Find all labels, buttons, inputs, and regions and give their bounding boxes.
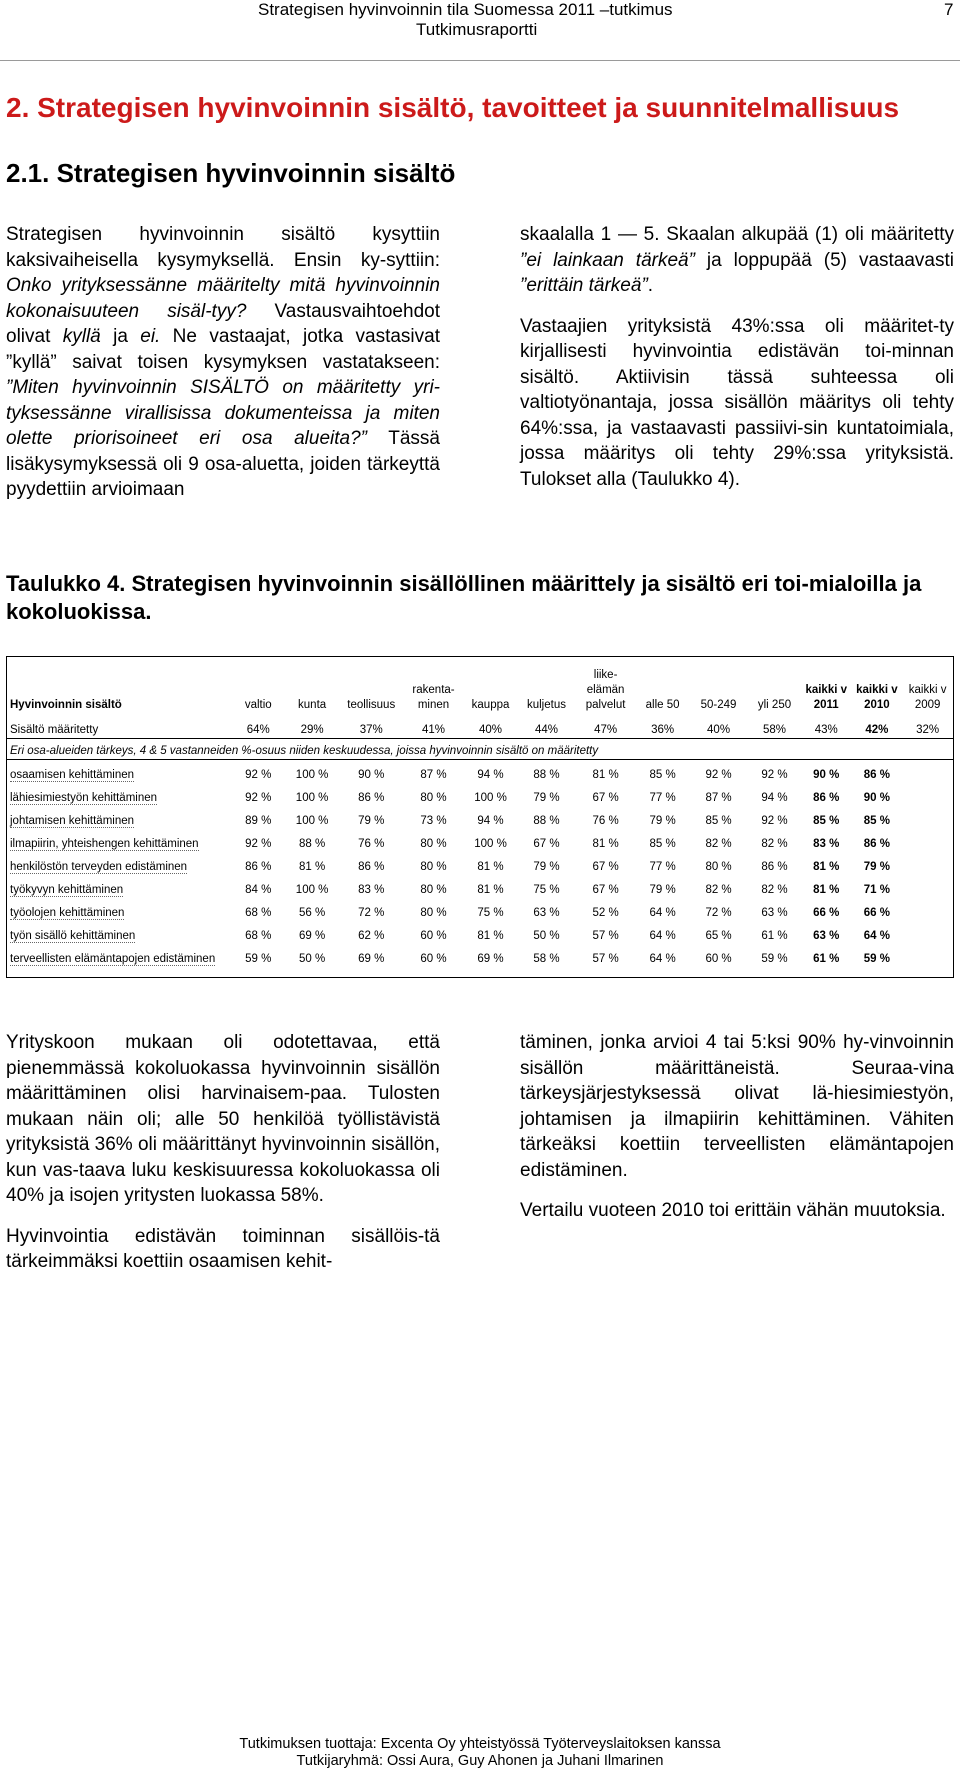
table-cell: 79 % bbox=[649, 815, 676, 827]
paragraph: Vastaajien yrityksistä 43%:ssa oli määritet-ty kirjallisesti hyvinvointia edistävän toi-minnan sisältö. Aktiivisin tässä suhteessa oli valtiotyönantaja, jossa sisällön määritys oli tehty 64%:ssa, ja vastaavasti passiivi-sin kuntatoimiala, jossa määritys oli tehty 29%:ssa yrityksistä. Tulokset alla (Taulukko 4). bbox=[520, 315, 954, 490]
table-cell: 81 % bbox=[813, 884, 840, 896]
table-cell: 66 % bbox=[813, 907, 840, 919]
table-header-row bbox=[7, 657, 953, 715]
column-header: yli 250 bbox=[757, 699, 792, 711]
table-cell: 32% bbox=[916, 724, 940, 736]
table-cell: 36% bbox=[651, 724, 675, 736]
table-cell: 60 % bbox=[420, 953, 447, 965]
table-cell: 29% bbox=[300, 724, 324, 736]
paragraph: Yrityskoon mukaan oli odotettavaa, että pienemmässä kokoluokassa hyvinvoinnin sisällön määrittäminen olisi harvinaisem-paa. Tulosten mukaan näin oli; alle 50 henkilöä työllistävistä yrityksistä 36% oli määrittänyt hyvinvoinnin sisällön, kun vas-taava luku keskisuuressa kokoluokassa oli 40% ja isojen yritysten luokassa 58%. bbox=[6, 1032, 441, 1206]
row-label-cell bbox=[7, 852, 231, 875]
table-row bbox=[7, 760, 953, 784]
empty-cell bbox=[902, 852, 953, 875]
table-cell: 72 % bbox=[358, 907, 385, 919]
column-header: kaikki v 2011 bbox=[805, 684, 848, 711]
page-footer bbox=[0, 1736, 960, 1770]
text-run: Ne vastaajat, jotka vastasivat ”kyllä” saivat toisen kysymyksen vastatakseen: bbox=[6, 326, 440, 373]
header-divider bbox=[0, 60, 960, 61]
row-label: lähiesimiestyön kehittäminen bbox=[10, 792, 158, 804]
table-cell: 63 % bbox=[533, 907, 560, 919]
question-text: ”Miten hyvinvoinnin SISÄLTÖ on määritetty yri-tyksessänne virallisissa dokumenteissa ja miten olette priorisoineet eri osa alueita?” bbox=[6, 377, 440, 449]
header-subtitle: Tutkimusraportti bbox=[416, 20, 538, 39]
text-column-4 bbox=[520, 1030, 954, 1239]
table-cell: 81 % bbox=[477, 884, 504, 896]
row-label-cell bbox=[7, 875, 231, 898]
table-cell: 76 % bbox=[592, 815, 619, 827]
table-cell: 81 % bbox=[477, 930, 504, 942]
summary-row bbox=[7, 715, 953, 739]
column-header: kauppa bbox=[471, 699, 510, 711]
row-header: Hyvinvoinnin sisältö bbox=[10, 699, 122, 711]
table-cell: 85 % bbox=[649, 769, 676, 781]
table-cell: 87 % bbox=[420, 769, 447, 781]
text-run: Strategisen hyvinvoinnin sisältö kysyttiin kaksivaiheisella kysymyksellä. Ensin ky-syttiin: bbox=[6, 224, 440, 271]
table-cell: 73 % bbox=[420, 815, 447, 827]
table-cell: 76 % bbox=[358, 838, 385, 850]
row-label: työn sisällö kehittäminen bbox=[10, 930, 136, 942]
table-cell: 44% bbox=[534, 724, 558, 736]
table-cell: 80 % bbox=[420, 884, 447, 896]
row-label: työkyvyn kehittäminen bbox=[10, 884, 124, 896]
table-cell: 86 % bbox=[813, 792, 840, 804]
row-label-cell bbox=[7, 898, 231, 921]
section-title: 2. Strategisen hyvinvoinnin sisältö, tavoitteet ja suunnitelmallisuus bbox=[6, 92, 900, 123]
table-cell: 86 % bbox=[358, 792, 385, 804]
footer-producer: Tutkimuksen tuottaja: Excenta Oy yhteistyössä Työterveyslaitoksen kanssa bbox=[239, 1736, 721, 1752]
row-label: osaamisen kehittäminen bbox=[10, 769, 135, 781]
paragraph: Hyvinvointia edistävän toiminnan sisällöis-tä tärkeimmäksi koettiin osaamisen kehit- bbox=[6, 1225, 440, 1272]
table-cell: 77 % bbox=[649, 861, 676, 873]
table-cell: 42% bbox=[865, 724, 889, 736]
row-label: johtamisen kehittäminen bbox=[10, 815, 135, 827]
table-cell: 56 % bbox=[299, 907, 326, 919]
empty-cell bbox=[902, 898, 953, 921]
table-row bbox=[7, 806, 953, 829]
table-cell: 89 % bbox=[245, 815, 272, 827]
table-cell: 80 % bbox=[705, 861, 732, 873]
table-row bbox=[7, 921, 953, 944]
table-cell: 80 % bbox=[420, 792, 447, 804]
table-row bbox=[7, 829, 953, 852]
table-cell: 81 % bbox=[477, 861, 504, 873]
table-cell: 82 % bbox=[705, 838, 732, 850]
table-cell: 92 % bbox=[705, 769, 732, 781]
table-cell: 81 % bbox=[592, 838, 619, 850]
footer-team: Tutkijaryhmä: Ossi Aura, Guy Ahonen ja Juhani Ilmarinen bbox=[296, 1753, 664, 1769]
table-cell: 41% bbox=[422, 724, 446, 736]
text-run: ja loppupää (5) vastaavasti bbox=[694, 249, 954, 271]
row-label-cell bbox=[7, 806, 231, 829]
table-cell: 64 % bbox=[863, 930, 890, 942]
table-cell: 67 % bbox=[533, 838, 560, 850]
table-cell: 81 % bbox=[592, 769, 619, 781]
table-cell: 92 % bbox=[245, 769, 272, 781]
table-cell: 83 % bbox=[358, 884, 385, 896]
empty-cell bbox=[902, 806, 953, 829]
table-cell: 79 % bbox=[863, 861, 890, 873]
table-cell: 82 % bbox=[705, 884, 732, 896]
table-cell: 67 % bbox=[592, 884, 619, 896]
empty-cell bbox=[902, 921, 953, 944]
table-cell: 63 % bbox=[813, 930, 840, 942]
table-cell: 81 % bbox=[299, 861, 326, 873]
table-cell: 79 % bbox=[533, 861, 560, 873]
column-header: kaikki v 2010 bbox=[856, 684, 898, 711]
table-note: Eri osa-alueiden tärkeys, 4 & 5 vastanneiden %-osuus niiden keskuudessa, joissa hyvinvoinnin sisältö on määritetty bbox=[7, 739, 953, 760]
table-cell: 77 % bbox=[649, 792, 676, 804]
text-run: ja bbox=[100, 326, 141, 347]
paragraph: täminen, jonka arvioi 4 tai 5:ksi 90% hy-vinvoinnin sisällön määrittäneistä. Seuraa-vina tärkeysjärjestyksessä olivat lä-hiesimiestyön, johtamisen ja ilmapiirin kehittäminen. Vähiten tärkeäksi koettiin terveellisten elämäntapojen edistäminen. bbox=[520, 1032, 954, 1181]
table-cell: 100 % bbox=[295, 884, 329, 896]
column-header: liike-elämän palvelut bbox=[585, 669, 626, 711]
table-cell: 64 % bbox=[649, 907, 676, 919]
paragraph: Vertailu vuoteen 2010 toi erittäin vähän muutoksia. bbox=[520, 1200, 946, 1221]
note-row bbox=[7, 739, 953, 760]
table-cell: 69 % bbox=[299, 930, 326, 942]
table-cell: 87 % bbox=[705, 792, 732, 804]
table-cell: 64% bbox=[246, 724, 270, 736]
subsection-title: 2.1. Strategisen hyvinvoinnin sisältö bbox=[6, 158, 456, 188]
table-cell: 94 % bbox=[761, 792, 788, 804]
table-cell: 65 % bbox=[705, 930, 732, 942]
table-cell: 75 % bbox=[477, 907, 504, 919]
row-label-cell bbox=[7, 783, 231, 806]
table-cell: 88 % bbox=[533, 769, 560, 781]
table-cell: 68 % bbox=[245, 930, 272, 942]
table-row bbox=[7, 898, 953, 921]
table-cell: 79 % bbox=[533, 792, 560, 804]
table-cell: 60 % bbox=[420, 930, 447, 942]
table-cell: 79 % bbox=[649, 884, 676, 896]
scale-label: ”erittäin tärkeä” bbox=[520, 275, 648, 296]
column-header: rakenta-minen bbox=[412, 684, 455, 711]
table-cell: 86 % bbox=[863, 769, 890, 781]
table-cell: 100 % bbox=[474, 792, 507, 804]
paragraph bbox=[520, 222, 954, 299]
table-cell: 81 % bbox=[813, 861, 840, 873]
scale-label: ”ei lainkaan tärkeä” bbox=[520, 249, 695, 271]
table-cell: 80 % bbox=[420, 861, 447, 873]
empty-cell bbox=[902, 875, 953, 898]
column-header: kaikki v 2009 bbox=[908, 684, 947, 711]
table-cell: 60 % bbox=[705, 953, 732, 965]
table-cell: 85 % bbox=[813, 815, 840, 827]
table-cell: 62 % bbox=[358, 930, 385, 942]
row-label-cell bbox=[7, 921, 231, 944]
row-label: ilmapiirin, yhteishengen kehittäminen bbox=[10, 838, 199, 850]
empty-cell bbox=[902, 783, 953, 806]
row-label-cell bbox=[7, 944, 231, 967]
table-row bbox=[7, 875, 953, 898]
table-cell: 94 % bbox=[477, 815, 504, 827]
row-label: terveellisten elämäntapojen edistäminen bbox=[10, 953, 216, 965]
table-cell: 47% bbox=[594, 724, 618, 736]
table-cell: 90 % bbox=[863, 792, 890, 804]
table-row bbox=[7, 852, 953, 875]
table-cell: 92 % bbox=[761, 769, 788, 781]
table-cell: 88 % bbox=[533, 815, 560, 827]
table-cell: 85 % bbox=[863, 815, 890, 827]
table-cell: 61 % bbox=[813, 953, 840, 965]
empty-cell bbox=[902, 944, 953, 967]
table-cell: 100 % bbox=[295, 769, 329, 781]
table-cell: 68 % bbox=[245, 907, 272, 919]
page-number: 7 bbox=[944, 0, 954, 19]
table-cell: 59 % bbox=[863, 953, 890, 965]
table-cell: 57 % bbox=[592, 930, 619, 942]
table-cell: 94 % bbox=[477, 769, 504, 781]
text-run: Tässä lisäkysymyksessä oli 9 osa-aluetta, joiden tärkeyttä pyydettiin arvioimaan bbox=[6, 428, 440, 500]
table-cell: 67 % bbox=[592, 861, 619, 873]
table-cell: 86 % bbox=[761, 861, 788, 873]
row-label-cell bbox=[7, 760, 231, 784]
answer-option: kyllä bbox=[62, 326, 101, 347]
table-cell: 64 % bbox=[649, 930, 676, 942]
table-caption: Taulukko 4. Strategisen hyvinvoinnin sisällöllinen määrittely ja sisältö eri toi-mialoilla ja kokoluokissa. bbox=[6, 571, 922, 624]
data-table bbox=[7, 657, 953, 967]
table-cell: 69 % bbox=[477, 953, 504, 965]
table-cell: 61 % bbox=[761, 930, 788, 942]
table-cell: 88 % bbox=[299, 838, 326, 850]
table-cell: 80 % bbox=[420, 907, 447, 919]
table-cell: 80 % bbox=[420, 838, 447, 850]
results-table bbox=[6, 656, 954, 978]
table-cell: 85 % bbox=[705, 815, 732, 827]
table-row bbox=[7, 944, 953, 967]
table-cell: 82 % bbox=[761, 884, 788, 896]
column-header: kuljetus bbox=[526, 699, 566, 711]
table-cell: 64 % bbox=[649, 953, 676, 965]
table-cell: 90 % bbox=[358, 769, 385, 781]
table-cell: 92 % bbox=[245, 838, 272, 850]
table-cell: 50 % bbox=[299, 953, 326, 965]
column-header: alle 50 bbox=[645, 699, 680, 711]
table-cell: 66 % bbox=[863, 907, 890, 919]
table-cell: 37% bbox=[359, 724, 383, 736]
text-run: skaalalla 1 — 5. Skaalan alkupää (1) oli määritetty bbox=[520, 224, 954, 245]
table-cell: 90 % bbox=[813, 769, 840, 781]
table-cell: 84 % bbox=[245, 884, 272, 896]
table-cell: 100 % bbox=[295, 792, 329, 804]
table-cell: 69 % bbox=[358, 953, 385, 965]
table-cell: 59 % bbox=[761, 953, 788, 965]
header-title: Strategisen hyvinvoinnin tila Suomessa 2011 –tutkimus bbox=[258, 0, 673, 19]
table-cell: 86 % bbox=[863, 838, 890, 850]
table-cell: 63 % bbox=[761, 907, 788, 919]
table-cell: 100 % bbox=[295, 815, 329, 827]
table-cell: 43% bbox=[814, 724, 838, 736]
table-cell: 72 % bbox=[705, 907, 732, 919]
table-cell: 40% bbox=[707, 724, 731, 736]
table-cell: 82 % bbox=[761, 838, 788, 850]
table-cell: 75 % bbox=[533, 884, 560, 896]
row-label: työolojen kehittäminen bbox=[10, 907, 125, 919]
table-cell: 85 % bbox=[649, 838, 676, 850]
table-cell: 86 % bbox=[245, 861, 272, 873]
table-cell: 50 % bbox=[533, 930, 560, 942]
table-cell: 83 % bbox=[813, 838, 840, 850]
table-cell: 52 % bbox=[592, 907, 619, 919]
answer-option: ei. bbox=[140, 326, 161, 347]
row-label-cell bbox=[7, 829, 231, 852]
text-column-2 bbox=[520, 222, 954, 507]
table-cell: 58% bbox=[762, 724, 787, 736]
table-cell: 40% bbox=[479, 724, 503, 736]
empty-cell bbox=[902, 760, 953, 784]
column-header: kunta bbox=[298, 699, 327, 711]
row-label: Sisältö määritetty bbox=[10, 724, 99, 736]
table-cell: 57 % bbox=[592, 953, 619, 965]
table-cell: 92 % bbox=[761, 815, 788, 827]
text-column-3 bbox=[6, 1030, 440, 1290]
table-cell: 59 % bbox=[245, 953, 272, 965]
table-cell: 71 % bbox=[863, 884, 890, 896]
table-cell: 67 % bbox=[592, 792, 619, 804]
column-header: valtio bbox=[244, 699, 272, 711]
table-cell: 100 % bbox=[474, 838, 507, 850]
text-run: Vastausvaihtoehdot olivat bbox=[6, 300, 440, 347]
table-cell: 86 % bbox=[358, 861, 385, 873]
table-row bbox=[7, 783, 953, 806]
empty-cell bbox=[902, 829, 953, 852]
column-header: 50-249 bbox=[700, 699, 737, 711]
table-cell: 79 % bbox=[358, 815, 385, 827]
column-header: teollisuus bbox=[347, 699, 396, 711]
text-run: . bbox=[647, 275, 654, 296]
paragraph bbox=[6, 222, 440, 503]
row-label: henkilöstön terveyden edistäminen bbox=[10, 861, 188, 873]
question-text: Onko yrityksessänne määritelty mitä hyvinvoinnin kokonaisuuteen sisäl-tyy? bbox=[6, 275, 440, 322]
text-column-1 bbox=[6, 222, 440, 518]
table-cell: 58 % bbox=[533, 953, 560, 965]
table-cell: 92 % bbox=[245, 792, 272, 804]
